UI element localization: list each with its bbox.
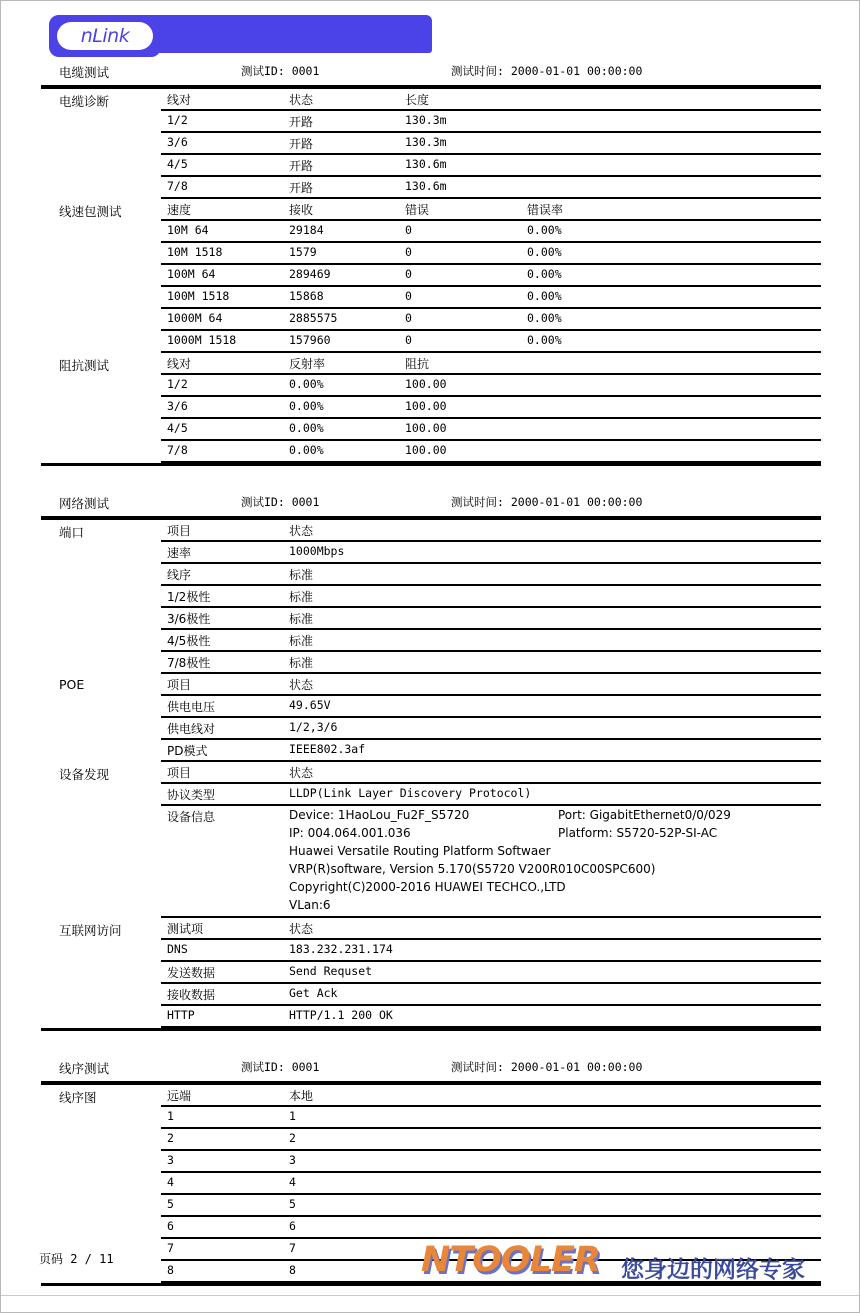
table-cell: 8 <box>167 1263 174 1277</box>
table-cell: 供电线对 <box>167 722 216 736</box>
ntooler-logo-text: NTOOLER <box>421 1240 600 1280</box>
table-cell: 4 <box>289 1175 296 1189</box>
table-row <box>161 177 821 199</box>
table-cell: 10M 1518 <box>167 245 223 259</box>
table-cell: 0 <box>405 333 412 347</box>
ntooler-tagline: 您身边的网络专家 <box>621 1257 805 1283</box>
block-rows <box>161 520 821 674</box>
table-cell: 状态 <box>289 766 314 780</box>
table-cell: 7/8 <box>167 443 188 457</box>
table-cell: 130.6m <box>405 157 447 171</box>
table-cell: 4 <box>167 1175 174 1189</box>
table-row <box>161 940 821 962</box>
section-gap <box>1 466 860 492</box>
table-cell: Get Ack <box>289 986 338 1000</box>
table-cell: 错误率 <box>527 203 564 217</box>
table-row <box>161 718 821 740</box>
table-cell: 0 <box>405 245 412 259</box>
table-row <box>161 1195 821 1217</box>
table-cell: 3/6极性 <box>167 612 211 626</box>
table-cell: 错误 <box>405 203 430 217</box>
table-cell: Send Requset <box>289 964 373 978</box>
table-row <box>161 696 821 718</box>
page-title: Report Viewer <box>182 17 396 45</box>
table-header-row <box>161 762 821 784</box>
table-cell: 速度 <box>167 203 192 217</box>
device-info-line: Copyright(C)2000-2016 HUAWEI TECHCO.,LTD <box>289 880 566 894</box>
table-cell: 线序 <box>167 568 192 582</box>
table-cell: 3/6 <box>167 135 188 149</box>
section-test-time: 测试时间: 2000-01-01 00:00:00 <box>451 1060 643 1074</box>
block-label: 互联网访问 <box>59 923 122 938</box>
device-info-line: Platform: S5720-52P-SI-AC <box>558 826 718 840</box>
table-cell: 协议类型 <box>167 788 216 802</box>
section-header <box>41 61 821 85</box>
block-label: 电缆诊断 <box>59 94 110 109</box>
table-row <box>161 608 821 630</box>
table-row <box>161 287 821 309</box>
table-cell: 0 <box>405 311 412 325</box>
device-info-label: 设备信息 <box>167 810 216 824</box>
table-row <box>161 1151 821 1173</box>
table-cell: 5 <box>289 1197 296 1211</box>
report-block <box>41 762 821 918</box>
footer-divider <box>1 1295 860 1296</box>
table-cell: 100M 1518 <box>167 289 230 303</box>
block-rows <box>161 89 821 199</box>
table-cell: IEEE802.3af <box>289 742 366 756</box>
report-block <box>41 520 821 674</box>
section-title: 电缆测试 <box>59 65 110 80</box>
table-cell: 线对 <box>167 357 192 371</box>
table-cell: 1579 <box>289 245 317 259</box>
block-rows <box>161 674 821 762</box>
table-cell: 5 <box>167 1197 174 1211</box>
table-cell: 0 <box>405 267 412 281</box>
table-cell: 0.00% <box>289 421 324 435</box>
report-block <box>41 918 821 1028</box>
table-cell: 0.00% <box>527 223 562 237</box>
table-cell: 项目 <box>167 678 192 692</box>
table-cell: 标准 <box>289 568 314 582</box>
table-cell: 标准 <box>289 590 314 604</box>
section-gap <box>1 1031 860 1057</box>
table-cell: 0.00% <box>527 333 562 347</box>
table-cell: LLDP(Link Layer Discovery Protocol) <box>289 786 532 800</box>
block-label: 端口 <box>59 525 85 540</box>
table-cell: 130.3m <box>405 135 447 149</box>
table-row <box>161 1006 821 1028</box>
table-cell: 1 <box>167 1109 174 1123</box>
report-block <box>41 674 821 762</box>
table-cell: 0.00% <box>527 311 562 325</box>
device-info-line: Huawei Versatile Routing Platform Softwaer <box>289 844 551 858</box>
table-cell: 0.00% <box>527 245 562 259</box>
table-cell: 3/6 <box>167 399 188 413</box>
table-cell: 状态 <box>289 524 314 538</box>
table-cell: 183.232.231.174 <box>289 942 393 956</box>
device-info-line: Device: 1HaoLou_Fu2F_S5720 <box>289 808 470 822</box>
table-cell: 100M 64 <box>167 267 216 281</box>
table-row <box>161 265 821 287</box>
device-info-line: VRP(R)software, Version 5.170(S5720 V200R010C00SPC600) <box>289 862 656 876</box>
table-cell: 130.3m <box>405 113 447 127</box>
table-row <box>161 243 821 265</box>
table-row <box>161 309 821 331</box>
section-title: 线序测试 <box>59 1061 110 1076</box>
table-cell: 0.00% <box>527 289 562 303</box>
table-cell: 7 <box>289 1241 296 1255</box>
table-cell: 状态 <box>289 678 314 692</box>
report-block <box>41 89 821 199</box>
block-label: 线序图 <box>59 1090 97 1105</box>
block-label: 设备发现 <box>59 767 110 782</box>
table-cell: 15868 <box>289 289 324 303</box>
device-info-row <box>161 806 821 918</box>
table-cell: 4/5极性 <box>167 634 211 648</box>
section-title: 网络测试 <box>59 496 110 511</box>
table-row <box>161 962 821 984</box>
block-label: POE <box>59 677 85 692</box>
table-header-row <box>161 89 821 111</box>
table-row <box>161 133 821 155</box>
section-test-id: 测试ID: 0001 <box>241 495 320 509</box>
table-cell: 7/8极性 <box>167 656 211 670</box>
section-test-time: 测试时间: 2000-01-01 00:00:00 <box>451 64 643 78</box>
table-cell: 发送数据 <box>167 966 216 980</box>
report-footer <box>1 1234 860 1312</box>
table-cell: 10M 64 <box>167 223 209 237</box>
table-row <box>161 740 821 762</box>
table-row <box>161 221 821 243</box>
table-cell: 本地 <box>289 1089 314 1103</box>
device-info-line: VLan:6 <box>289 898 331 912</box>
table-cell: 7/8 <box>167 179 188 193</box>
block-rows <box>161 199 821 353</box>
table-row <box>161 397 821 419</box>
table-cell: 测试项 <box>167 922 204 936</box>
table-cell: 3 <box>289 1153 296 1167</box>
table-cell: 1/2 <box>167 377 188 391</box>
table-header-row <box>161 353 821 375</box>
table-row <box>161 984 821 1006</box>
table-cell: 接收数据 <box>167 988 216 1002</box>
table-cell: 线对 <box>167 93 192 107</box>
table-cell: 反射率 <box>289 357 326 371</box>
table-cell: 接收 <box>289 203 314 217</box>
block-rows <box>161 918 821 1028</box>
table-cell: 开路 <box>289 181 314 195</box>
ntooler-logo <box>421 1238 841 1284</box>
table-cell: 开路 <box>289 159 314 173</box>
table-cell: 标准 <box>289 656 314 670</box>
table-cell: 6 <box>167 1219 174 1233</box>
table-row <box>161 375 821 397</box>
table-cell: HTTP/1.1 200 OK <box>289 1008 393 1022</box>
table-cell: 4/5 <box>167 421 188 435</box>
section-header <box>41 1057 821 1081</box>
table-cell: 29184 <box>289 223 324 237</box>
table-cell: 1/2 <box>167 113 188 127</box>
table-cell: DNS <box>167 942 188 956</box>
table-row <box>161 564 821 586</box>
table-cell: 3 <box>167 1153 174 1167</box>
table-header-row <box>161 520 821 542</box>
report-block <box>41 199 821 353</box>
table-cell: 标准 <box>289 612 314 626</box>
table-cell: 8 <box>289 1263 296 1277</box>
block-rows <box>161 762 821 918</box>
table-cell: 1000M 1518 <box>167 333 237 347</box>
table-cell: 7 <box>167 1241 174 1255</box>
table-row <box>161 542 821 564</box>
table-cell: 1 <box>289 1109 296 1123</box>
table-cell: 供电电压 <box>167 700 216 714</box>
table-row <box>161 1173 821 1195</box>
table-cell: 0.00% <box>289 443 324 457</box>
table-cell: 状态 <box>289 93 314 107</box>
table-cell: 100.00 <box>405 421 447 435</box>
table-cell: 6 <box>289 1219 296 1233</box>
table-cell: 1000Mbps <box>289 544 345 558</box>
table-cell: 阻抗 <box>405 357 430 371</box>
device-info-line: Port: GigabitEthernet0/0/029 <box>558 808 731 822</box>
table-header-row <box>161 674 821 696</box>
table-row <box>161 111 821 133</box>
table-cell: 289469 <box>289 267 331 281</box>
table-cell: 0.00% <box>527 267 562 281</box>
table-row <box>161 155 821 177</box>
table-cell: 100.00 <box>405 377 447 391</box>
table-cell: 开路 <box>289 137 314 151</box>
table-cell: 状态 <box>289 922 314 936</box>
table-cell: 130.6m <box>405 179 447 193</box>
table-cell: 2 <box>289 1131 296 1145</box>
table-header-row <box>161 199 821 221</box>
table-cell: HTTP <box>167 1008 195 1022</box>
table-cell: 4/5 <box>167 157 188 171</box>
report-body <box>1 61 860 1286</box>
table-cell: 1/2,3/6 <box>289 720 338 734</box>
block-rows <box>161 353 821 463</box>
nlink-logo <box>57 22 153 50</box>
table-cell: 长度 <box>405 93 430 107</box>
report-block <box>41 353 821 463</box>
nlink-logo-text: nLink <box>80 24 130 47</box>
table-cell: 2885575 <box>289 311 338 325</box>
table-cell: 157960 <box>289 333 331 347</box>
table-row <box>161 1107 821 1129</box>
table-header-row <box>161 918 821 940</box>
table-cell: 2 <box>167 1131 174 1145</box>
table-cell: 0 <box>405 289 412 303</box>
table-cell: 速率 <box>167 546 192 560</box>
table-cell: 开路 <box>289 115 314 129</box>
table-cell: 项目 <box>167 524 192 538</box>
section-test-time: 测试时间: 2000-01-01 00:00:00 <box>451 495 643 509</box>
table-cell: 0.00% <box>289 377 324 391</box>
section-header <box>41 492 821 516</box>
table-cell: 1/2极性 <box>167 590 211 604</box>
table-row <box>161 784 821 806</box>
table-row <box>161 331 821 353</box>
table-row <box>161 586 821 608</box>
section-test-id: 测试ID: 0001 <box>241 1060 320 1074</box>
page-number: 页码 2 / 11 <box>39 1252 114 1266</box>
table-cell: 49.65V <box>289 698 331 712</box>
table-cell: PD模式 <box>167 744 208 758</box>
table-cell: 项目 <box>167 766 192 780</box>
device-info-line: IP: 004.064.001.036 <box>289 826 411 840</box>
table-cell: 100.00 <box>405 443 447 457</box>
table-cell: 0 <box>405 223 412 237</box>
block-label: 阻抗测试 <box>59 358 110 373</box>
report-header-banner <box>49 15 432 55</box>
table-row <box>161 630 821 652</box>
table-cell: 1000M 64 <box>167 311 223 325</box>
table-header-row <box>161 1085 821 1107</box>
table-cell: 100.00 <box>405 399 447 413</box>
table-row <box>161 441 821 463</box>
table-row <box>161 419 821 441</box>
section-test-id: 测试ID: 0001 <box>241 64 320 78</box>
table-row <box>161 1129 821 1151</box>
block-label: 线速包测试 <box>59 204 122 219</box>
table-cell: 远端 <box>167 1089 192 1103</box>
table-row <box>161 652 821 674</box>
table-cell: 标准 <box>289 634 314 648</box>
table-cell: 0.00% <box>289 399 324 413</box>
